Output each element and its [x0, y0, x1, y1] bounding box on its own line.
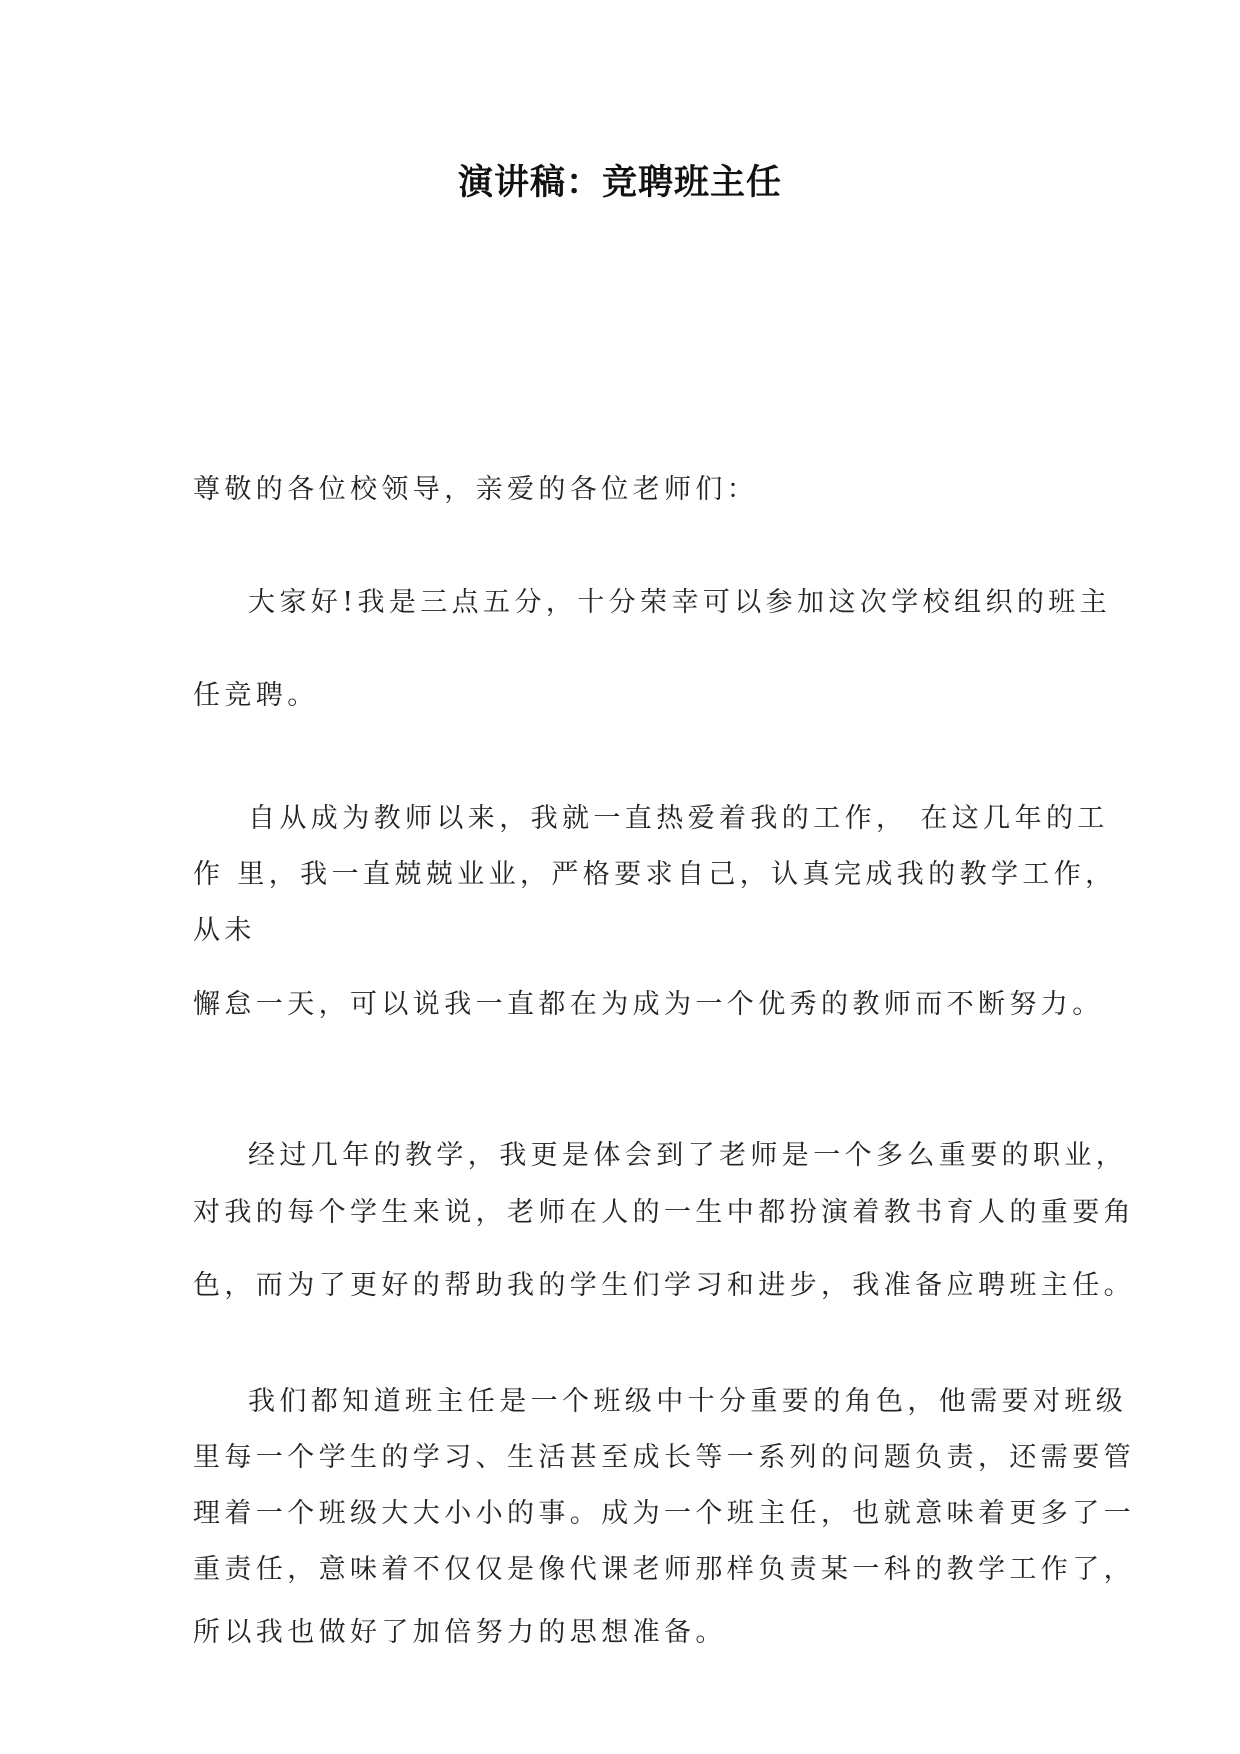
paragraph-4-line-4: 重责任，意味着不仅仅是像代课老师那样负责某一科的教学工作了， [193, 1554, 1135, 1585]
salutation: 尊敬的各位校领导，亲爱的各位老师们： [193, 474, 759, 505]
paragraph-3-line-3: 色，而为了更好的帮助我的学生们学习和进步，我准备应聘班主任。 [193, 1270, 1135, 1301]
paragraph-4-line-2: 里每一个学生的学习、生活甚至成长等一系列的问题负责，还需要管 [193, 1442, 1135, 1473]
paragraph-4-line-3: 理着一个班级大大小小的事。成为一个班主任，也就意味着更多了一 [193, 1498, 1135, 1529]
paragraph-3-line-2: 对我的每个学生来说，老师在人的一生中都扮演着教书育人的重要角 [193, 1197, 1135, 1228]
paragraph-1-line-2: 任竞聘。 [193, 680, 319, 711]
paragraph-2-line-3: 从未 [193, 915, 256, 946]
paragraph-4-line-5: 所以我也做好了加倍努力的思想准备。 [193, 1617, 727, 1648]
paragraph-2-line-4: 懈怠一天，可以说我一直都在为成为一个优秀的教师而不断努力。 [193, 989, 1104, 1020]
paragraph-4-line-1: 我们都知道班主任是一个班级中十分重要的角色，他需要对班级 [248, 1386, 1128, 1417]
document-title: 演讲稿：竞聘班主任 [457, 163, 782, 203]
paragraph-1-line-1: 大家好!我是三点五分，十分荣幸可以参加这次学校组织的班主 [248, 587, 1112, 618]
paragraph-2-line-2: 作 里，我一直兢兢业业，严格要求自己，认真完成我的教学工作， [193, 859, 1117, 890]
paragraph-2-line-1: 自从成为教师以来，我就一直热爱着我的工作， 在这几年的工 [248, 803, 1109, 834]
paragraph-3-line-1: 经过几年的教学，我更是体会到了老师是一个多么重要的职业， [248, 1140, 1128, 1171]
